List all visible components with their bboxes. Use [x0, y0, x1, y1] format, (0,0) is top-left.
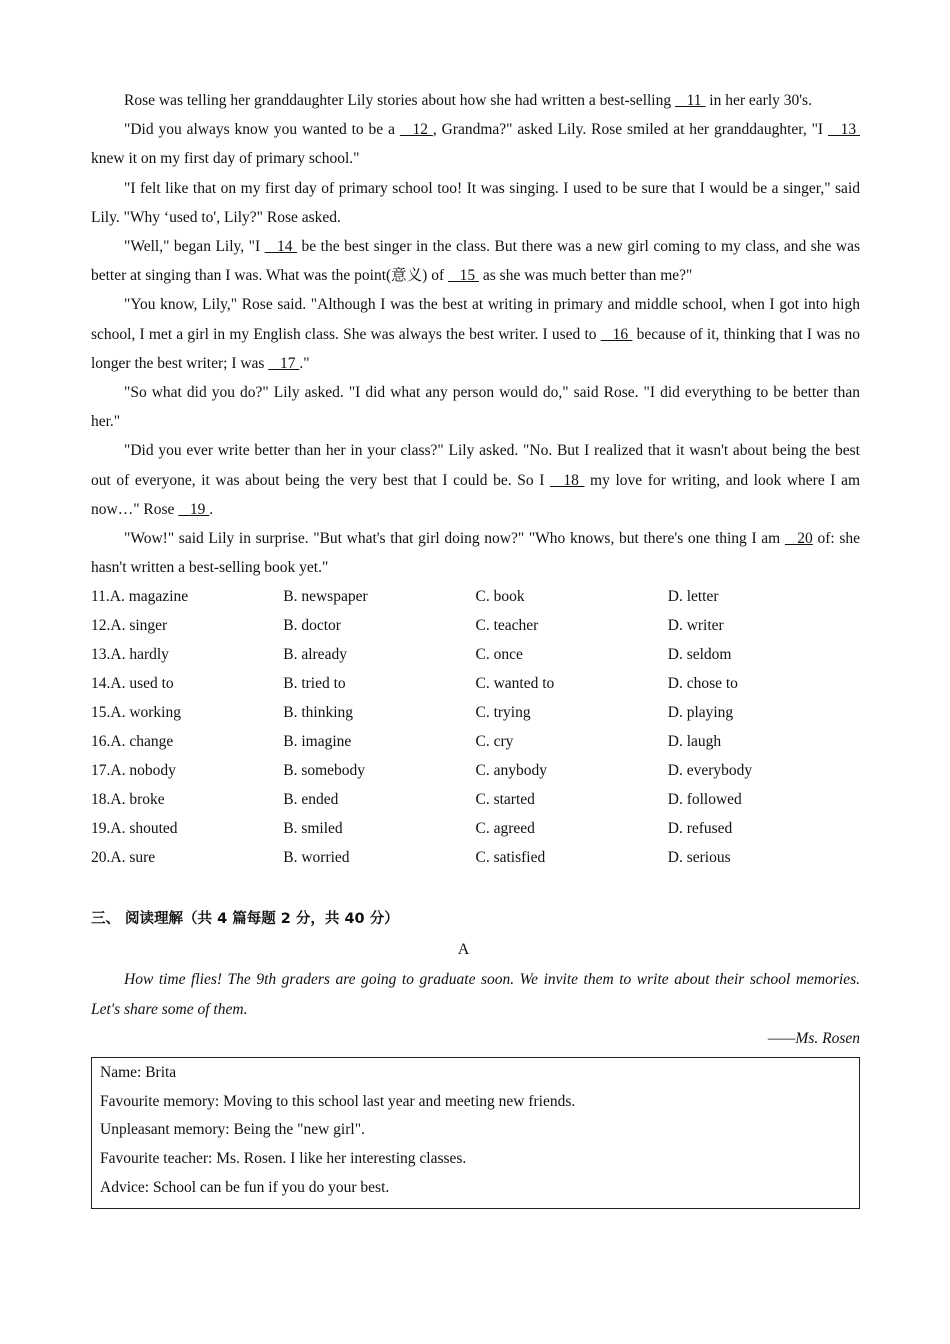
- option-choice: D. playing: [667, 704, 734, 722]
- option-choice: B. tried to: [283, 675, 346, 693]
- option-row: [91, 611, 860, 640]
- option-choice: 19.A. shouted: [91, 820, 178, 838]
- cloze-passage: [91, 86, 860, 582]
- option-choice: B. smiled: [283, 820, 343, 838]
- memory-card: [91, 1057, 860, 1209]
- option-choice: D. letter: [667, 588, 719, 606]
- passage-paragraph: "I felt like that on my first day of primary school too! It was singing. I used to be sure that I would be a singer," said Lily. "Why ‘used to', Lily?" Rose asked.: [91, 179, 860, 226]
- option-choice: D. refused: [667, 820, 733, 838]
- option-choice: C. started: [475, 791, 535, 809]
- option-row: [91, 814, 860, 843]
- card-unpleasant-memory: Unpleasant memory: Being the "new girl".: [100, 1121, 365, 1139]
- option-choice: C. satisfied: [475, 849, 546, 867]
- card-favourite-memory: Favourite memory: Moving to this school last year and meeting new friends.: [100, 1092, 576, 1110]
- answer-options: [91, 582, 860, 872]
- option-choice: 15.A. working: [91, 704, 181, 722]
- option-choice: C. cry: [475, 733, 514, 751]
- answer-blank: _14: [264, 238, 297, 256]
- passage-paragraph: "Did you ever write better than her in your class?" Lily asked. "No. But I realized that it wasn't about being the best out of everyone, it was about being the very best that I could be. So I _18 my love for writing, and look where I am now…" Rose _19 .: [91, 442, 861, 518]
- option-row: [91, 698, 860, 727]
- option-choice: B. imagine: [283, 733, 352, 751]
- option-choice: 11.A. magazine: [91, 588, 189, 606]
- option-row: [91, 727, 860, 756]
- answer-blank: _17: [268, 354, 300, 372]
- option-row: [91, 843, 860, 872]
- card-name: Name: Brita: [100, 1063, 177, 1081]
- option-choice: B. doctor: [283, 617, 341, 635]
- option-choice: 16.A. change: [91, 733, 174, 751]
- option-choice: B. ended: [283, 791, 339, 809]
- option-choice: C. teacher: [475, 617, 539, 635]
- answer-blank: _12: [399, 121, 433, 139]
- passage-letter: A: [457, 941, 470, 959]
- option-choice: C. trying: [475, 704, 531, 722]
- option-choice: B. already: [283, 646, 347, 664]
- option-choice: C. book: [475, 588, 525, 606]
- passage-paragraph: Rose was telling her granddaughter Lily stories about how she had written a best-selling _11 in her early 30's.: [124, 92, 812, 109]
- option-choice: 12.A. singer: [91, 617, 168, 635]
- option-row: [91, 582, 860, 611]
- section-title: 三、 阅读理解（共 4 篇每题 2 分，共 40 分）: [91, 911, 399, 928]
- option-choice: 18.A. broke: [91, 791, 165, 809]
- option-row: [91, 785, 860, 814]
- option-choice: C. agreed: [475, 820, 535, 838]
- answer-blank: _15: [448, 267, 479, 285]
- option-choice: C. wanted to: [475, 675, 555, 693]
- option-choice: D. serious: [667, 849, 731, 867]
- option-row: [91, 756, 860, 785]
- option-choice: B. worried: [283, 849, 350, 867]
- option-choice: C. anybody: [475, 762, 547, 780]
- option-choice: 14.A. used to: [91, 675, 174, 693]
- option-choice: 13.A. hardly: [91, 646, 169, 664]
- option-choice: B. thinking: [283, 704, 354, 722]
- option-choice: 17.A. nobody: [91, 762, 176, 780]
- option-row: [91, 669, 860, 698]
- option-choice: B. somebody: [283, 762, 366, 780]
- answer-blank: _18: [549, 471, 585, 489]
- card-favourite-teacher: Favourite teacher: Ms. Rosen. I like her interesting classes.: [100, 1150, 467, 1168]
- passage-paragraph: "Wow!" said Lily in surprise. "But what's that girl doing now?" "Who knows, but there's one thing I am _20 of: she hasn't written a best-selling book yet.": [91, 530, 861, 577]
- option-choice: D. chose to: [667, 675, 738, 693]
- passage-paragraph: "So what did you do?" Lily asked. "I did what any person would do," said Rose. "I did everything to be better than her.": [91, 384, 860, 431]
- option-choice: B. newspaper: [283, 588, 368, 606]
- answer-blank: _19: [178, 500, 210, 518]
- answer-blank: _20: [784, 530, 813, 548]
- document-page: [91, 86, 860, 1209]
- option-choice: D. writer: [667, 617, 724, 635]
- option-row: [91, 640, 860, 669]
- answer-blank: _16: [600, 325, 633, 343]
- answer-blank: _11: [674, 92, 706, 109]
- answer-blank: _13: [827, 121, 860, 139]
- signature: ——Ms. Rosen: [767, 1029, 860, 1047]
- option-choice: D. followed: [667, 791, 742, 809]
- option-choice: 20.A. sure: [91, 849, 156, 867]
- card-advice: Advice: School can be fun if you do your best.: [100, 1179, 390, 1197]
- option-choice: C. once: [475, 646, 523, 664]
- passage-paragraph: "Did you always know you wanted to be a _12 , Grandma?" asked Lily. Rose smiled at her granddaughter, "I _13 knew it on my first day of primary school.": [91, 121, 860, 168]
- passage-paragraph: "Well," began Lily, "I _14 be the best singer in the class. But there was a new girl coming to my class, and she was better at singing than I was. What was the point(意义) of _15 as she was much better than me?": [91, 238, 861, 285]
- option-choice: D. everybody: [667, 762, 753, 780]
- passage-intro: How time flies! The 9th graders are going to graduate soon. We invite them to write about their school memories. Let's share some of them.: [91, 971, 860, 1018]
- passage-paragraph: "You know, Lily," Rose said. "Although I was the best at writing in primary and middle school, when I got into high school, I met a girl in my English class. She was always the best writer. I used to _16 because of it, thinking that I was no longer the best writer; I was _17 .": [91, 296, 861, 372]
- option-choice: D. seldom: [667, 646, 732, 664]
- option-choice: D. laugh: [667, 733, 722, 751]
